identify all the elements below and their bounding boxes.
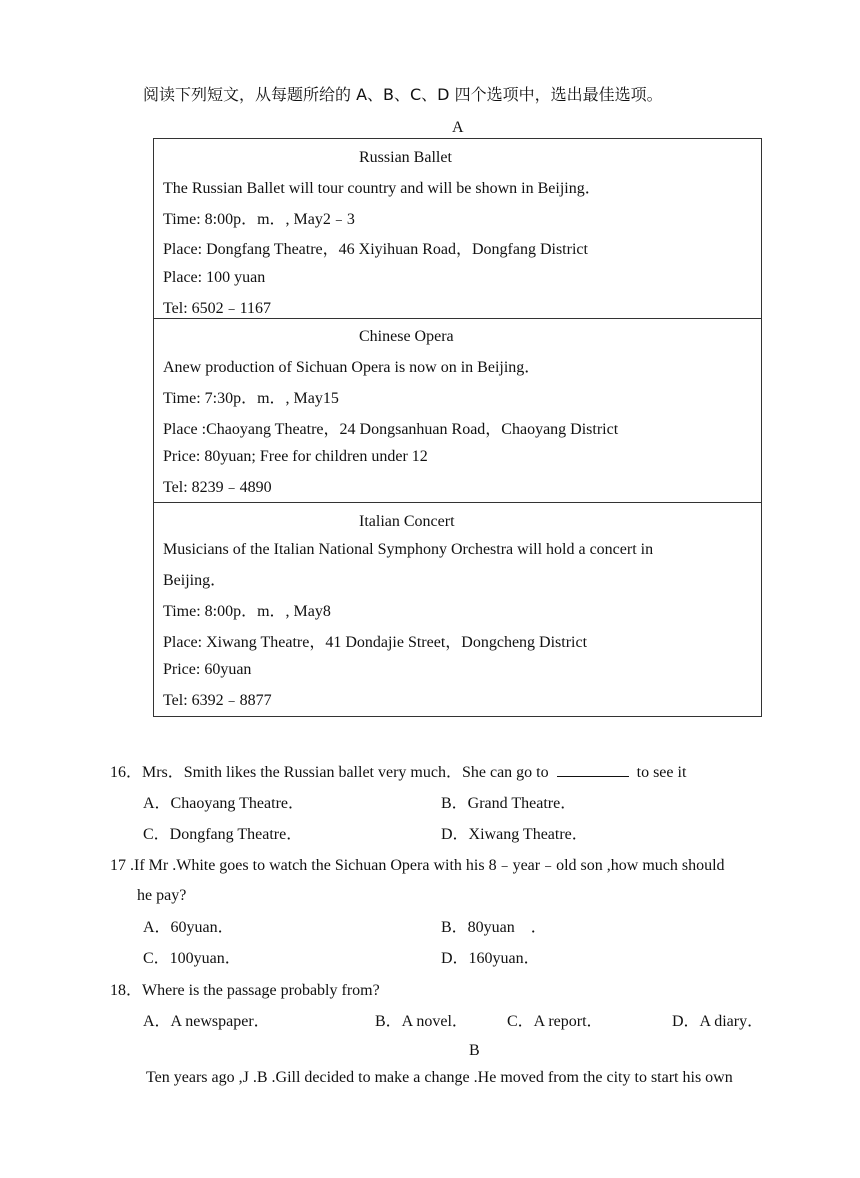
ad-price: Price: 80yuan; Free for children under 12 (163, 448, 428, 465)
question-16-stem (110, 759, 686, 782)
question-17-stem: 17 .If Mr .White goes to watch the Sichuan Opera with his 8﹣year﹣old son ,how much should (110, 857, 725, 874)
ad-place: Place :Chaoyang Theatre，24 Dongsanhuan Road，Chaoyang District (163, 421, 619, 438)
q17-option-c: C．100yuan． (143, 950, 241, 967)
q18-option-b: B．A novel． (375, 1013, 468, 1030)
q18-option-a: A．A newspaper． (143, 1013, 270, 1030)
section-b-label: B (469, 1042, 480, 1059)
q16-stem-after: to see it (636, 764, 687, 781)
ad-tel: Tel: 6502﹣1167 (163, 300, 272, 317)
ad-divider (154, 502, 761, 503)
ad-title-chinese-opera: Chinese Opera (359, 328, 454, 345)
ad-desc: Anew production of Sichuan Opera is now on in Beijing． (163, 359, 541, 376)
q17-option-d: D．160yuan． (441, 950, 540, 967)
q16-stem-before: 16．Mrs．Smith likes the Russian ballet very much．She can go to (110, 764, 549, 781)
ad-time: Time: 8:00p．m．, May8 (163, 603, 331, 620)
q16-option-c: C．Dongfang Theatre． (143, 826, 303, 843)
ad-place: Place: Dongfang Theatre，46 Xiyihuan Road，Dongfang District (163, 241, 588, 258)
ad-time: Time: 7:30p．m．, May15 (163, 390, 339, 407)
ad-desc-cont: Beijing． (163, 572, 227, 589)
q16-option-d: D．Xiwang Theatre． (441, 826, 588, 843)
q17-option-b: B．80yuan ． (441, 919, 547, 936)
section-a-label: A (452, 119, 464, 136)
q17-option-a: A．60yuan． (143, 919, 234, 936)
passage-b-text: Ten years ago ,J .B .Gill decided to make a change .He moved from the city to start his own (146, 1069, 733, 1086)
instruction-text: 阅读下列短文，从每题所给的 A、B、C、D 四个选项中，选出最佳选项。 (143, 85, 663, 104)
answer-blank (557, 762, 629, 777)
ad-price: Place: 100 yuan (163, 269, 266, 286)
q18-option-d: D．A diary． (672, 1013, 764, 1030)
ad-time: Time: 8:00p．m．, May2﹣3 (163, 211, 355, 228)
ad-tel: Tel: 6392﹣8877 (163, 692, 272, 709)
q16-option-a: A．Chaoyang Theatre． (143, 795, 304, 812)
ad-place: Place: Xiwang Theatre，41 Dondajie Street，Dongcheng District (163, 634, 588, 651)
q18-option-c: C．A report． (507, 1013, 603, 1030)
q16-option-b: B．Grand Theatre． (441, 795, 577, 812)
ad-divider (154, 318, 761, 319)
ad-tel: Tel: 8239﹣4890 (163, 479, 272, 496)
advertisement-table (153, 138, 762, 717)
ad-price: Price: 60yuan (163, 661, 252, 678)
ad-title-italian-concert: Italian Concert (359, 513, 455, 530)
question-18-stem: 18．Where is the passage probably from? (110, 982, 380, 999)
ad-title-russian-ballet: Russian Ballet (359, 149, 452, 166)
ad-desc: Musicians of the Italian National Symphony Orchestra will hold a concert in (163, 541, 654, 558)
ad-desc: The Russian Ballet will tour country and will be shown in Beijing． (163, 180, 601, 197)
question-17-stem-cont: he pay? (137, 887, 187, 904)
